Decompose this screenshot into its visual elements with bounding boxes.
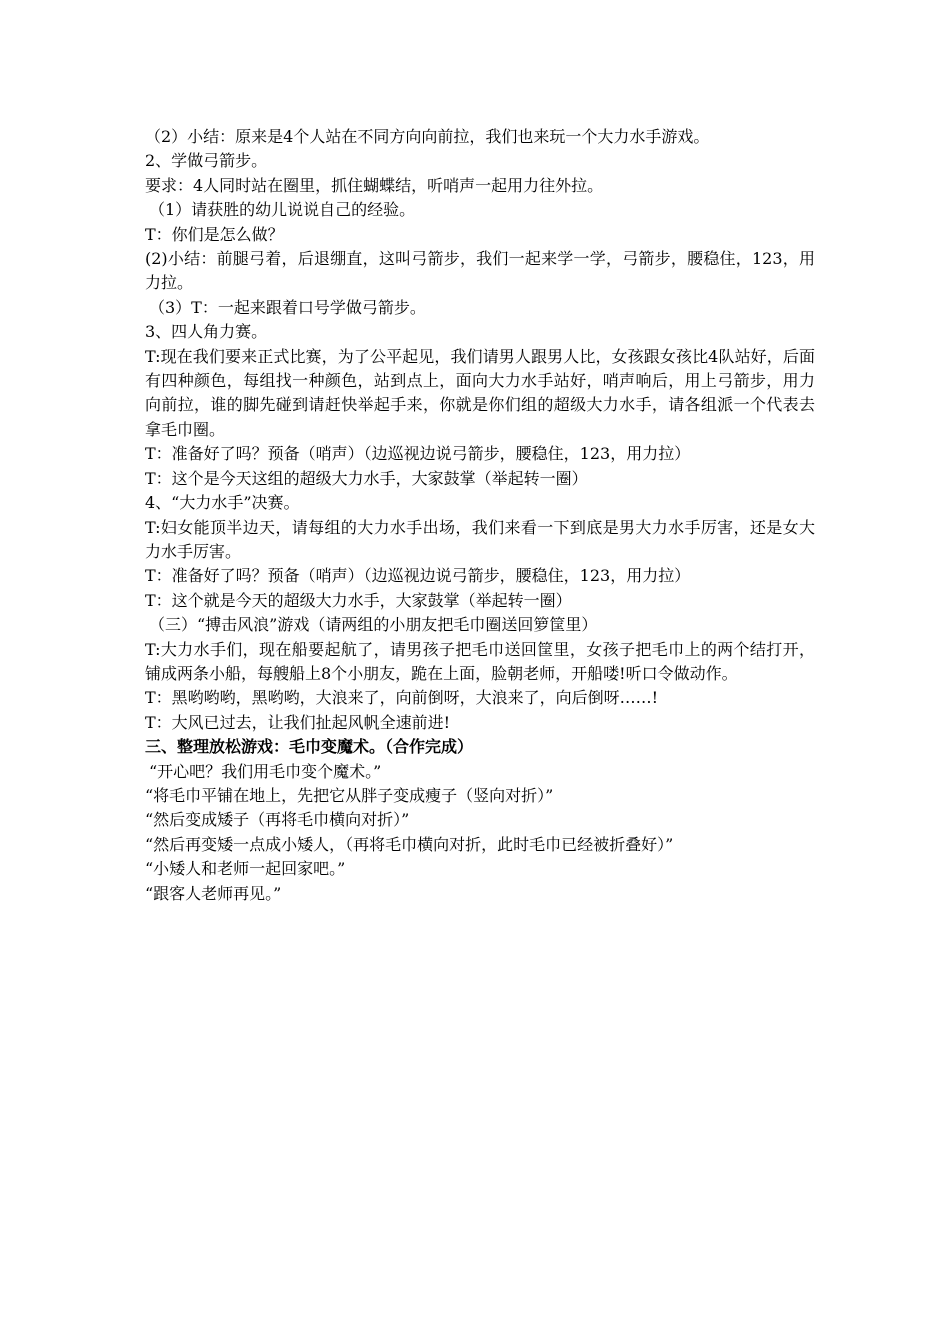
paragraph-magic-step-3: “然后再变矮一点成小矮人，（再将毛巾横向对折，此时毛巾已经被折叠好）” <box>145 834 674 854</box>
paragraph-ready-2: T：准备好了吗？预备（哨声）（边巡视边说弓箭步，腰稳住，123，用力拉） <box>145 566 691 586</box>
paragraph-magic-step-2: “然后变成矮子（再将毛巾横向对折）” <box>145 810 410 830</box>
paragraph-item-1: （1）请获胜的幼儿说说自己的经验。 <box>149 200 416 220</box>
paragraph-magic-intro: “开心吧？我们用毛巾变个魔术。” <box>149 761 382 781</box>
paragraph-teacher-question: T：你们是怎么做？ <box>145 224 284 244</box>
paragraph-go-home: “小矮人和老师一起回家吧。” <box>145 859 346 879</box>
paragraph-section-2-heading: 2、学做弓箭步。 <box>145 151 268 171</box>
paragraph-finals-intro: T:妇女能顶半边天，请每组的大力水手出场，我们来看一下到底是男大力水手厉害，还是女大力水手厉害。 <box>145 517 815 561</box>
paragraph-section-3-heading: 3、四人角力赛。 <box>145 322 268 342</box>
paragraph-requirement: 要求：4人同时站在圈里，抓住蝴蝶结，听哨声一起用力往外拉。 <box>145 175 604 195</box>
paragraph-magic-step-1: “将毛巾平铺在地上，先把它从胖子变成瘦子（竖向对折）” <box>145 785 554 805</box>
document-page <box>145 125 815 906</box>
paragraph-boat-instructions: T:大力水手们，现在船要起航了，请男孩子把毛巾送回筐里，女孩子把毛巾上的两个结打开，铺成两条小船，每艘船上8个小朋友，跪在上面，脸朝老师，开船喽!听口令做动作。 <box>145 639 815 683</box>
paragraph-summary-2: （2）小结：原来是4个人站在不同方向向前拉，我们也来玩一个大力水手游戏。 <box>145 127 710 146</box>
paragraph-part-3-heading: （三）“搏击风浪”游戏（请两组的小朋友把毛巾圈送回箩筐里） <box>149 615 598 635</box>
paragraph-ready-1: T：准备好了吗？预备（哨声）（边巡视边说弓箭步，腰稳住，123，用力拉） <box>145 444 691 464</box>
paragraph-section-three-heading: 三、整理放松游戏：毛巾变魔术。（合作完成） <box>145 737 474 757</box>
paragraph-super-winner: T：这个就是今天的超级大力水手，大家鼓掌（举起转一圈） <box>145 590 572 610</box>
paragraph-section-4-heading: 4、“大力水手”决赛。 <box>145 493 300 513</box>
paragraph-competition-rules: T:现在我们要来正式比赛，为了公平起见，我们请男人跟男人比，女孩跟女孩比4队站好，后面有四种颜色，每组找一种颜色，站到点上，面向大力水手站好，哨声响后，用上弓箭步，用力向前拉，谁的脚先碰到请赶快举起手来，你就是你们组的超级大力水手，请各组派一个代表去拿毛巾圈。 <box>145 346 815 439</box>
paragraph-goodbye: “跟客人老师再见。” <box>145 883 282 903</box>
paragraph-summary-bow-step: (2)小结：前腿弓着，后退绷直，这叫弓箭步，我们一起来学一学，弓箭步，腰稳住，123，用力拉。 <box>145 249 815 293</box>
paragraph-group-winner: T：这个是今天这组的超级大力水手，大家鼓掌（举起转一圈） <box>145 468 588 488</box>
paragraph-item-3: （3）T：一起来跟着口号学做弓箭步。 <box>149 297 426 317</box>
paragraph-full-speed: T：大风已过去，让我们扯起风帆全速前进! <box>145 712 451 732</box>
paragraph-waves-chant: T：黑哟哟哟，黑哟哟，大浪来了，向前倒呀，大浪来了，向后倒呀……! <box>145 688 659 708</box>
